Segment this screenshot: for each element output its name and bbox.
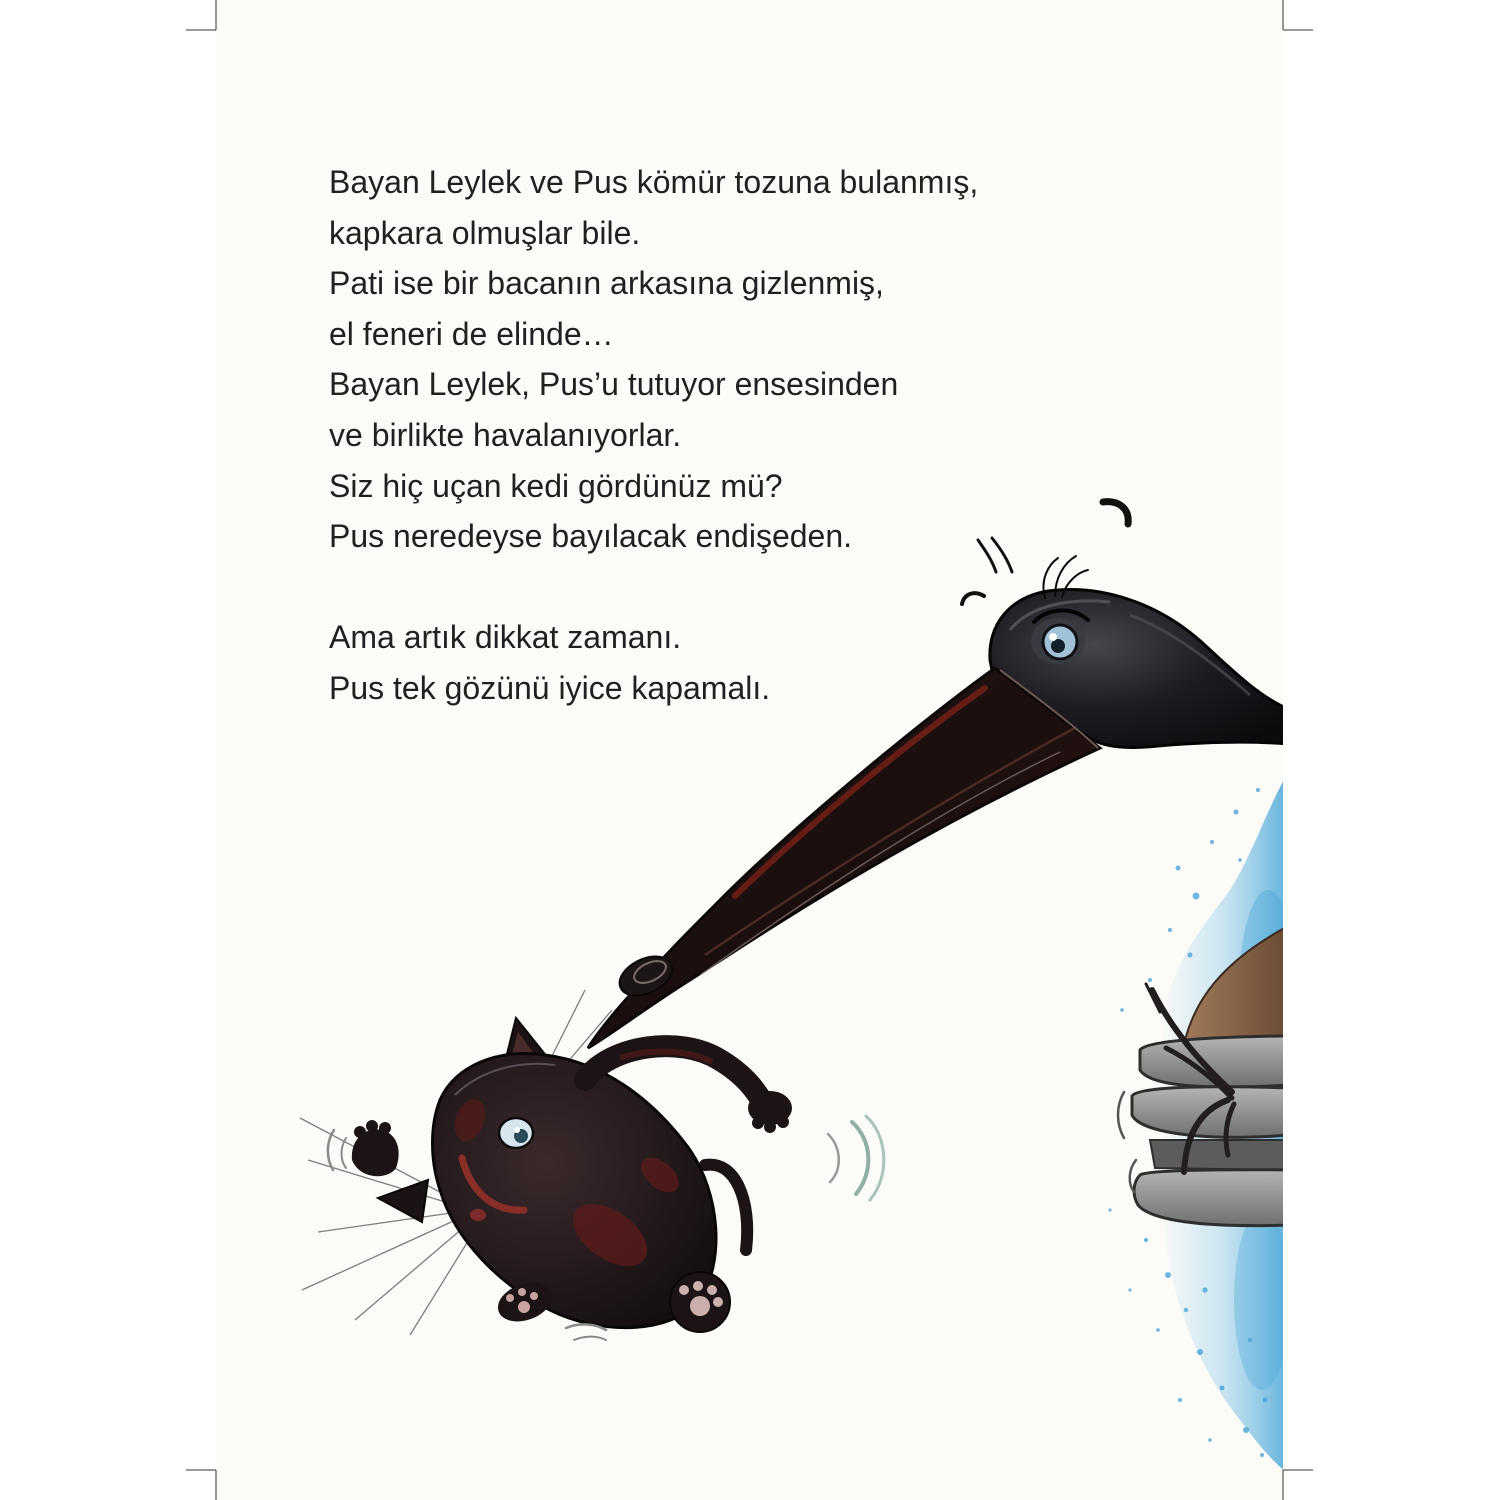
cat-toe-bean [679,1285,689,1295]
paint-dot [1144,1238,1148,1242]
cat-toe [752,1117,764,1129]
cat-toe [366,1120,378,1132]
paint-dot [1248,1338,1252,1342]
paint-dot [1188,953,1193,958]
cat-nose [470,1209,486,1221]
text-line: Pus tek gözünü iyice kapamalı. [329,669,771,706]
motion-line [1103,502,1128,524]
text-line: Bayan Leylek, Pus’u tutuyor ensesinden [329,366,899,403]
cat-whisker [355,1222,470,1320]
cat-whisker [302,1218,460,1290]
paint-dot [1243,1427,1249,1433]
cat-toe [379,1122,391,1134]
paint-dot [1208,1438,1212,1442]
paint-dot [1148,978,1152,982]
paint-dot [1202,1287,1207,1292]
chimney-base [1134,1170,1290,1226]
paint-dot [1260,1453,1264,1457]
text-line: kapkara olmuşlar bile. [329,214,641,251]
paint-dot [1256,788,1260,792]
motion-lines [962,502,1128,604]
cat-toe-bean [518,1301,530,1313]
text-line: ve birlikte havalanıyorlar. [329,416,682,453]
motion-line [852,1122,868,1194]
paint-dot [1220,1386,1225,1391]
cat-paw [748,1091,792,1133]
text-line: Pati ise bir bacanın arkasına gizlenmiş, [329,265,884,302]
cat-toe-bean [530,1292,538,1300]
cat-paw [352,1120,399,1176]
paint-dot [1197,1349,1203,1355]
stork-eye-pupil [1051,639,1065,653]
cat-toe [764,1121,776,1133]
text-line: Bayan Leylek ve Pus kömür tozuna bulanmış, [329,164,979,200]
cat-toe-bean [690,1296,710,1316]
cat-toe-bean [518,1288,526,1296]
paint-dot [1263,1398,1268,1403]
motion-line [1118,1092,1124,1138]
text-line: Siz hiç uçan kedi gördünüz mü? [329,467,783,504]
text-line: Pus neredeyse bayılacak endişeden. [329,518,853,555]
cat-eye [499,1118,533,1148]
cat-toe [777,1116,789,1128]
paint-dot [1168,928,1172,932]
cat-ear [378,1180,428,1222]
paint-dot [1108,1208,1111,1211]
paint-splash-patch [1234,1210,1290,1390]
paint-dot [1165,1272,1171,1278]
story-text [329,157,978,714]
paint-dot [1120,1008,1124,1012]
motion-line [574,1337,606,1340]
motion-line [828,1134,839,1182]
cat-toe-bean [506,1294,514,1302]
paint-dot [1238,858,1242,862]
paint-dot [1128,1288,1131,1291]
stanza [329,157,978,562]
paint-dot [1193,893,1200,900]
paint-dot [1156,1328,1160,1332]
motion-line [978,540,996,572]
cat-toe-bean [693,1281,703,1291]
stork-beak [588,668,1100,1048]
chimney-neck [1150,1140,1290,1170]
text-line: el feneri de elinde… [329,315,614,352]
cat-toe-bean [713,1297,723,1307]
paint-dot [1178,1398,1182,1402]
cat-toe [354,1126,366,1138]
cat-eye-glint [514,1127,520,1133]
cat-hind-paw [670,1272,730,1332]
stork-eye-glint [1049,633,1057,641]
paint-dot [1210,840,1214,844]
cat-toe-bean [707,1285,717,1295]
paint-dot [1234,810,1239,815]
paint-dot [1184,1308,1188,1312]
text-line: Ama artık dikkat zamanı. [329,619,682,656]
stanza [329,612,978,713]
paint-dot [1176,866,1181,871]
